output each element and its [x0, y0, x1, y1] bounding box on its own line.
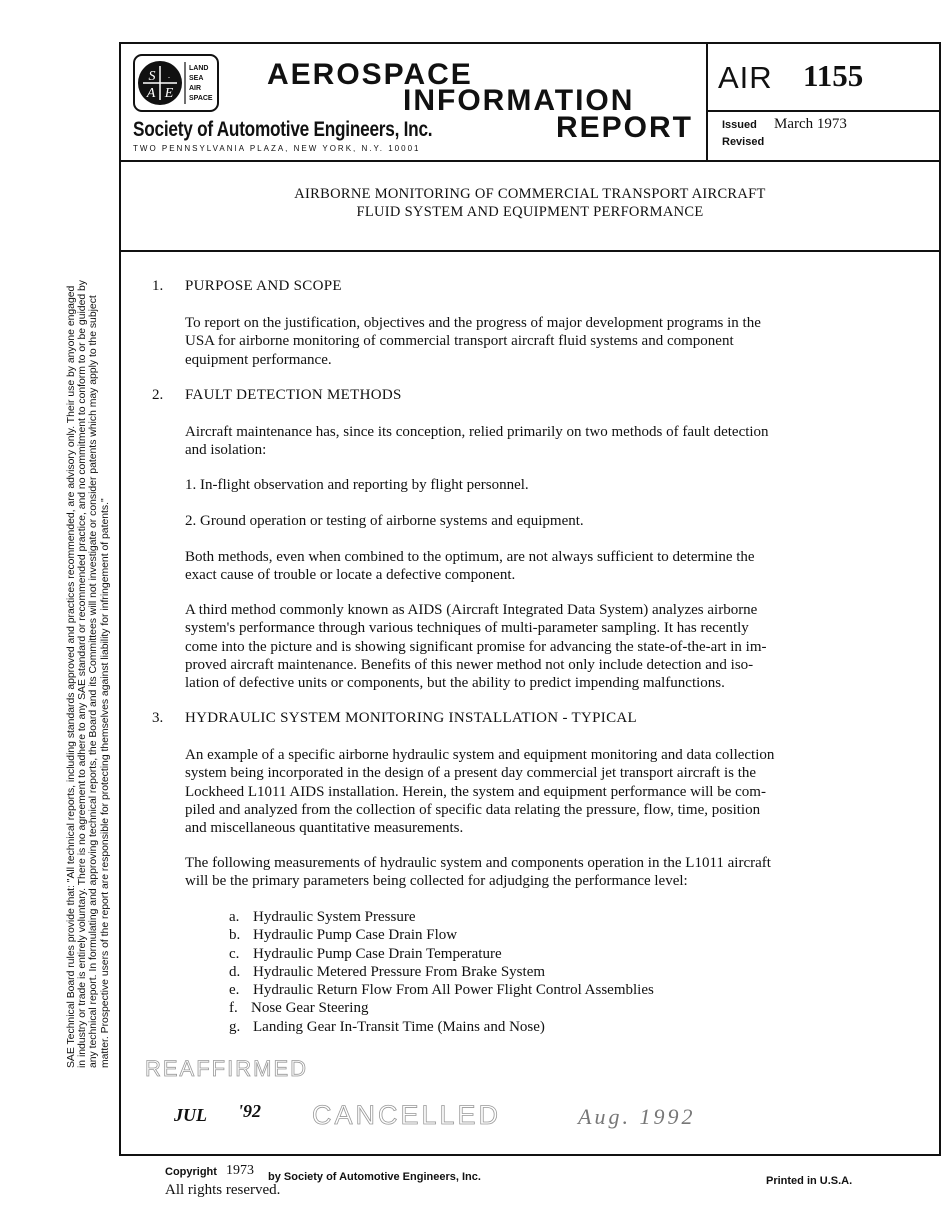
svg-text:S: S	[148, 69, 156, 84]
document-title-line: FLUID SYSTEM AND EQUIPMENT PERFORMANCE	[356, 204, 704, 220]
section-number: 2.	[152, 387, 164, 403]
text-line: The following measurements of hydraulic system and components operation in the L1011 aircraft	[185, 855, 771, 871]
sae-logo-icon	[133, 54, 219, 112]
text-line: lation of defective units or components, but the ability to predict impending malfunctions.	[185, 675, 725, 692]
list-letter: d.	[229, 963, 241, 980]
text-line: A third method commonly known as AIDS (Aircraft Integrated Data System) analyzes airborne	[185, 602, 758, 618]
list-letter: c.	[229, 945, 240, 962]
document-number-box	[708, 44, 941, 112]
copyright-year: 1973	[226, 1163, 254, 1178]
paragraph	[185, 314, 761, 369]
numbered-item: 2. Ground operation or testing of airborne systems and equipment.	[185, 513, 584, 529]
list-text: Hydraulic Return Flow From All Power Flight Control Assemblies	[253, 982, 654, 999]
copyright-label: Copyright	[165, 1166, 217, 1178]
handwritten-date: Aug. 1992	[578, 1104, 696, 1129]
legal-note-line: matter. Prospective users of the report are responsible for protecting themselves against liability for infringement of patents."	[99, 498, 111, 1068]
text-line: To report on the justification, objectives and the progress of major development programs in the	[185, 315, 761, 331]
list-letter: b.	[229, 927, 241, 944]
text-line: equipment performance.	[185, 351, 332, 368]
reaffirmed-stamp: REAFFIRMED	[145, 1056, 308, 1081]
text-line: system's performance through various techniques of multi-parameter sampling. It has recently	[185, 620, 749, 637]
text-line: system being incorporated in the design of a present day commercial jet transport aircraft is the	[185, 765, 757, 782]
legal-side-note	[66, 208, 111, 1068]
legal-note-line: SAE Technical Board rules provide that: "All technical reports, including standards approved and practices recommended, are advisory only. Their use by anyone engaged	[66, 285, 77, 1068]
document-title-box	[121, 160, 939, 252]
list-item	[229, 1018, 654, 1036]
legal-note-line: any technical report. In formulating and approving technical reports, the Board and its Committees will not investigate or consider patents which may apply to the subject	[88, 295, 100, 1068]
society-name: Society of Automotive Engineers, Inc.	[133, 118, 433, 141]
measurement-list	[229, 908, 654, 1036]
list-letter: e.	[229, 982, 240, 999]
text-line: and isolation:	[185, 442, 267, 459]
report-header	[121, 44, 939, 162]
list-letter: a.	[229, 909, 240, 925]
list-text: Hydraulic Pump Case Drain Temperature	[253, 945, 502, 962]
paragraph	[185, 423, 769, 460]
text-line: proved aircraft maintenance. Benefits of this newer method not only include detection and iso-	[185, 656, 754, 673]
section-heading: FAULT DETECTION METHODS	[185, 387, 402, 403]
doc-number: 1155	[803, 58, 864, 93]
text-line: USA for airborne monitoring of commercial transport aircraft fluid systems and component	[185, 333, 734, 350]
svg-text:·: ·	[167, 72, 171, 82]
legal-note-line: in industry or trade is entirely voluntary. There is no agreement to adhere to any SAE standard or recommended practice, and no commitment to conform to or be guided by	[77, 280, 89, 1068]
title-information: INFORMATION	[403, 84, 635, 117]
list-text: Landing Gear In-Transit Time (Mains and Nose)	[253, 1018, 545, 1035]
text-line: Both methods, even when combined to the optimum, are not always sufficient to determine the	[185, 549, 755, 565]
section-heading: PURPOSE AND SCOPE	[185, 278, 342, 294]
document-id-box	[706, 44, 941, 160]
section-heading: HYDRAULIC SYSTEM MONITORING INSTALLATION - TYPICAL	[185, 710, 637, 726]
list-letter: g.	[229, 1018, 241, 1035]
doc-prefix: AIR	[718, 60, 773, 95]
list-item	[229, 908, 654, 926]
svg-text:A: A	[146, 86, 156, 101]
title-report: REPORT	[556, 111, 694, 144]
text-line: come into the picture and is showing significant promise for advancing the state-of-the-art in im-	[185, 638, 767, 655]
svg-text:E: E	[164, 86, 174, 101]
paragraph	[185, 746, 774, 837]
rights-statement: All rights reserved.	[165, 1182, 281, 1198]
list-text: Hydraulic Metered Pressure From Brake System	[253, 963, 546, 980]
revised-label: Revised	[722, 136, 765, 148]
svg-text:SEA: SEA	[189, 75, 204, 82]
text-line: piled and analyzed from the collection of specific data relating the pressure, flow, time, position	[185, 801, 761, 818]
printed-in: Printed in U.S.A.	[766, 1175, 853, 1187]
list-text: Hydraulic System Pressure	[253, 909, 416, 925]
list-item	[229, 999, 654, 1017]
cancelled-stamp: CANCELLED	[312, 1100, 502, 1130]
svg-text:SPACE: SPACE	[189, 95, 213, 102]
list-item	[229, 981, 654, 999]
society-address: TWO PENNSYLVANIA PLAZA, NEW YORK, N.Y. 10001	[133, 144, 421, 153]
numbered-item: 1. In-flight observation and reporting by flight personnel.	[185, 477, 529, 493]
issued-label: Issued	[722, 119, 757, 131]
stamp-month: JUL	[174, 1105, 207, 1125]
paragraph	[185, 601, 767, 692]
title-aerospace: AEROSPACE	[267, 58, 473, 91]
section-number: 3.	[152, 710, 164, 726]
svg-text:LAND: LAND	[189, 65, 209, 72]
svg-text:AIR: AIR	[189, 85, 202, 92]
copyright-holder: by Society of Automotive Engineers, Inc.	[268, 1171, 481, 1183]
issued-date: March 1973	[774, 116, 847, 132]
list-text: Nose Gear Steering	[251, 1000, 369, 1017]
list-item	[229, 963, 654, 981]
list-letter: f.	[229, 1000, 238, 1017]
text-line: An example of a specific airborne hydraulic system and equipment monitoring and data collection	[185, 747, 775, 763]
text-line: Aircraft maintenance has, since its conception, relied primarily on two methods of fault detection	[185, 424, 769, 440]
text-line: Lockheed L1011 AIDS installation. Herein, the system and equipment performance will be com-	[185, 783, 766, 800]
stamp-year: '92	[238, 1101, 262, 1121]
text-line: and miscellaneous quantitative measurements.	[185, 820, 464, 837]
text-line: exact cause of trouble or locate a defective component.	[185, 567, 516, 584]
paragraph	[185, 854, 771, 891]
text-line: will be the primary parameters being collected for adjudging the performance level:	[185, 873, 688, 890]
list-item	[229, 945, 654, 963]
document-title-line: AIRBORNE MONITORING OF COMMERCIAL TRANSPORT AIRCRAFT	[294, 186, 766, 202]
list-item	[229, 926, 654, 944]
list-text: Hydraulic Pump Case Drain Flow	[253, 927, 458, 944]
paragraph	[185, 548, 755, 585]
section-number: 1.	[152, 278, 164, 294]
